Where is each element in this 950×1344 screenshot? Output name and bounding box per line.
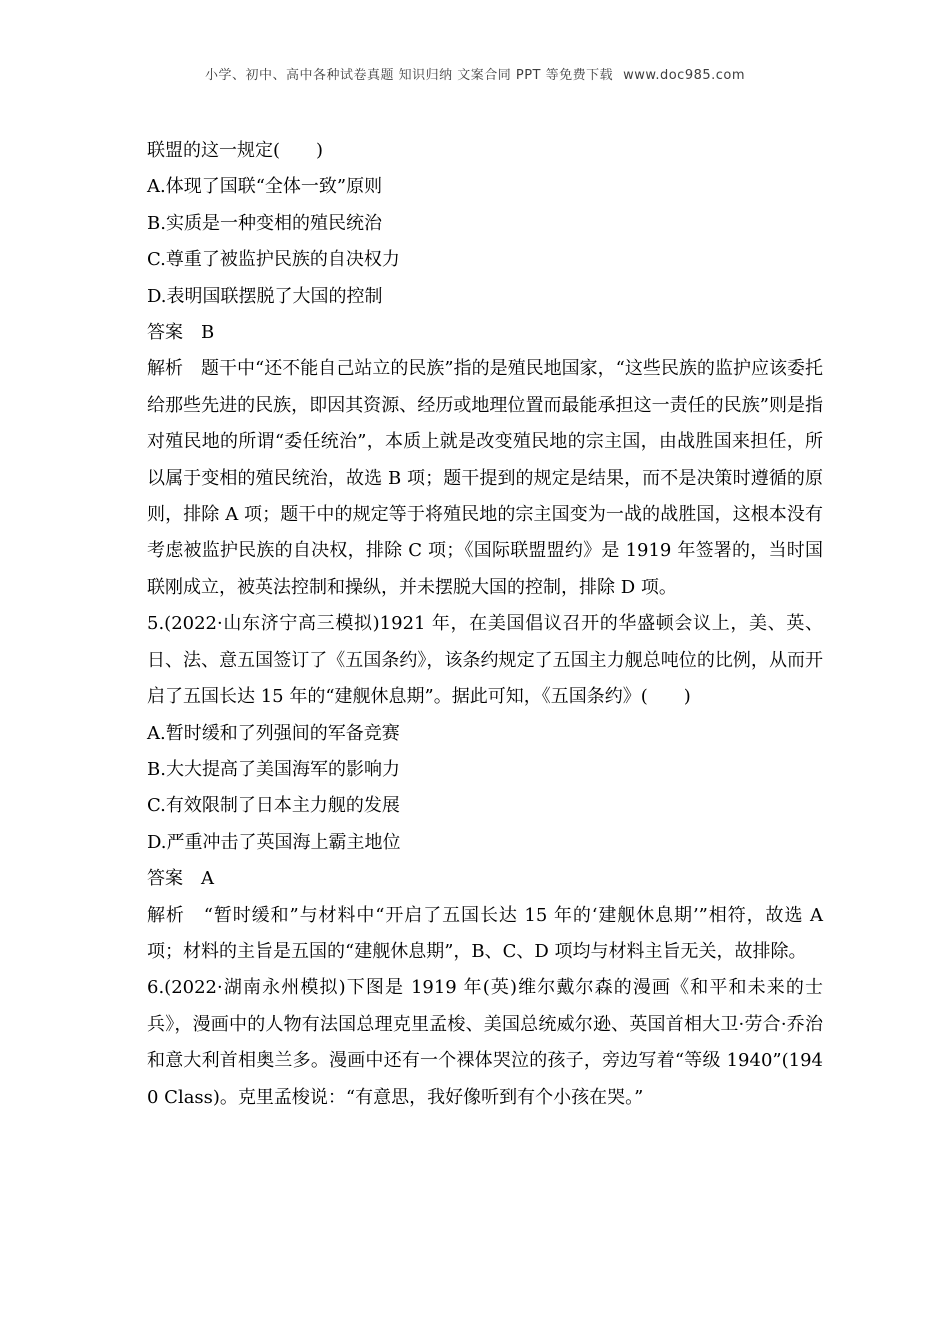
answer-line: 答案 B [147,322,215,344]
analysis-paragraph: 解析 “暂时缓和”与材料中“开启了五国长达 15 年的‘建舰休息期’”相符，故选 A 项；材料的主旨是五国的“建舰休息期”，B、C、D 项均与材料主旨无关，故排除。 [147,904,823,962]
document-body [0,133,950,1116]
site-promo-text: 小学、初中、高中各种试卷真题 知识归纳 文案合同 PPT 等免费下载 [204,68,614,83]
option-b: B.实质是一种变相的殖民统治 [147,212,382,234]
option-d: D.表明国联摆脱了大国的控制 [147,285,383,307]
option-b: B.大大提高了美国海军的影响力 [147,758,400,780]
analysis-paragraph: 解析 题干中“还不能自己站立的民族”指的是殖民地国家，“这些民族的监护应该委托给那些先进的民族，即因其资源、经历或地理位置而最能承担这一责任的民族”则是指对殖民地的所谓“委任统治”，本质上就是改变殖民地的宗主国，由战胜国来担任，所以属于变相的殖民统治，故选 B 项；题干提到的规定是结果，而不是决策时遵循的原则，排除 A 项；题干中的规定等于将殖民地的宗主国变为一战的战胜国，这根本没有考虑被监护民族的自决权，排除 C 项；《国际联盟盟约》是 1919 年签署的，当时国联刚成立，被英法控制和操纵，并未摆脱大国的控制，排除 D 项。 [147,358,823,598]
question-6-stem: 6.(2022·湖南永州模拟)下图是 1919 年(英)维尔戴尔森的漫画《和平和未来的士兵》，漫画中的人物有法国总理克里孟梭、美国总统威尔逊、英国首相大卫·劳合·乔治和意大利首相奥兰多。漫画中还有一个裸体哭泣的孩子，旁边写着“等级 1940”(1940 Class)。克里孟梭说：“有意思，我好像听到有个小孩在哭。” [147,977,823,1108]
option-c: C.有效限制了日本主力舰的发展 [147,795,400,817]
question-5-stem: 5.(2022·山东济宁高三模拟)1921 年，在美国倡议召开的华盛顿会议上，美、英、日、法、意五国签订了《五国条约》，该条约规定了五国主力舰总吨位的比例，从而开启了五国长达 15 年的“建舰休息期”。据此可知，《五国条约》( ) [147,613,823,708]
site-url: www.doc985.com [623,68,746,83]
option-a: A.暂时缓和了列强间的军备竞赛 [147,722,400,744]
option-d: D.严重冲击了英国海上霸主地位 [147,831,401,853]
site-header [0,0,950,83]
answer-line: 答案 A [147,868,214,890]
question-stem-line: 联盟的这一规定( ) [147,140,324,161]
option-a: A.体现了国联“全体一致”原则 [147,176,383,198]
option-c: C.尊重了被监护民族的自决权力 [147,249,400,271]
